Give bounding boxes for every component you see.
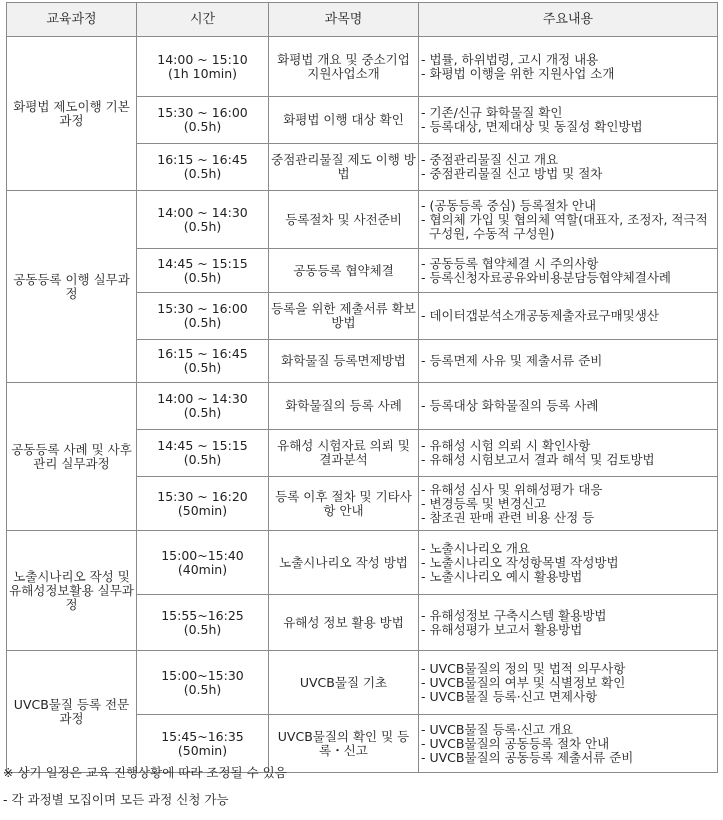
- content: [419, 595, 718, 651]
- time-range: 14:45 ~ 15:15: [157, 438, 248, 453]
- subject: 공동등록 협약체결: [269, 249, 419, 293]
- subject: 중점관리물질 제도 이행 방법: [269, 144, 419, 191]
- time-range: 14:45 ~ 15:15: [157, 255, 248, 271]
- time-range: 15:00~15:40: [161, 547, 244, 563]
- time-range: 14:00 ~ 15:10: [157, 51, 248, 67]
- list-item: - 유해성 심사 및 위해성평가 대응: [421, 483, 715, 497]
- session-time: [137, 651, 269, 715]
- subject: 유해성 시험자료 의뢰 및 결과분석: [269, 430, 419, 477]
- list-item: - UVCB물질 등록·신고 면제사항: [421, 690, 715, 704]
- time-range: 14:00 ~ 14:30: [157, 391, 248, 406]
- session-time: [137, 293, 269, 340]
- time-range: 16:15 ~ 16:45: [157, 152, 248, 167]
- enrollment-note: - 각 과정별 모집이며 모든 과정 신청 가능: [3, 792, 229, 807]
- list-item: - 노출시나리오 개요: [421, 542, 715, 556]
- subject: UVCB물질의 확인 및 등록・신고: [269, 715, 419, 773]
- list-item: - 유해성평가 보고서 활용방법: [421, 623, 715, 637]
- list-item: - 노출시나리오 예시 활용방법: [421, 570, 715, 584]
- duration: (0.5h): [183, 119, 222, 134]
- list-item: - UVCB물질의 정의 및 법적 의무사항: [421, 662, 715, 676]
- duration: (40min): [177, 561, 228, 577]
- list-item: - 유해성 시험 의뢰 시 확인사항: [421, 439, 715, 453]
- content: [419, 715, 718, 773]
- time-range: 15:55~16:25: [161, 607, 244, 623]
- list-item: - UVCB물질의 공동등록 제출서류 준비: [421, 751, 715, 765]
- list-item: - 등록대상, 면제대상 및 동질성 확인방법: [421, 120, 715, 134]
- course-name: UVCB물질 등록 전문과정: [7, 651, 137, 773]
- subject: 화평법 개요 및 중소기업 지원사업소개: [269, 37, 419, 97]
- list-item: - 등록신청자료공유와비용분담등협약체결사례: [421, 271, 715, 285]
- duration: (0.5h): [183, 621, 222, 637]
- duration: (50min): [177, 502, 228, 518]
- session-time: [137, 249, 269, 293]
- duration: (0.5h): [183, 166, 222, 181]
- list-item: - 참조권 판매 관련 비용 산정 등: [421, 511, 715, 525]
- list-item: - 협의체 가입 및 협의체 역할(대표자, 조정자, 적극적 구성원, 수동적 구성원): [421, 213, 715, 241]
- subject: 화평법 이행 대상 확인: [269, 97, 419, 144]
- duration: (0.5h): [183, 452, 222, 467]
- course-name: 공동등록 이행 실무과정: [7, 191, 137, 383]
- table-row: [7, 383, 718, 430]
- table-row: [7, 651, 718, 715]
- list-item: - (공동등록 중심) 등록절차 안내: [421, 199, 715, 213]
- list-item: - 변경등록 및 변경신고: [421, 497, 715, 511]
- list-item: - 유해성 시험보고서 결과 해석 및 검토방법: [421, 453, 715, 467]
- header-row: [7, 3, 718, 37]
- session-time: [137, 383, 269, 430]
- duration: (50min): [177, 742, 228, 758]
- session-time: [137, 430, 269, 477]
- session-time: [137, 595, 269, 651]
- duration: (0.5h): [183, 681, 222, 697]
- session-time: [137, 144, 269, 191]
- content: [419, 249, 718, 293]
- footnotes: [3, 766, 287, 820]
- time-range: 15:00~15:30: [161, 667, 244, 683]
- subject: UVCB물질 기초: [269, 651, 419, 715]
- session-time: [137, 97, 269, 144]
- course-name: 화평법 제도이행 기본과정: [7, 37, 137, 191]
- time-range: 15:45~16:35: [161, 728, 244, 744]
- subject: 유해성 정보 활용 방법: [269, 595, 419, 651]
- list-item: - UVCB물질 등록·신고 개요: [421, 723, 715, 737]
- subject: 노출시나리오 작성 방법: [269, 531, 419, 595]
- duration: (1h 10min): [167, 65, 238, 81]
- subject: 화학물질 등록면제방법: [269, 340, 419, 383]
- time-range: 15:30 ~ 16:20: [157, 488, 248, 504]
- subject: 등록을 위한 제출서류 확보 방법: [269, 293, 419, 340]
- header-subject: 과목명: [269, 3, 419, 37]
- content: [419, 383, 718, 430]
- time-range: 15:30 ~ 16:00: [157, 301, 248, 316]
- list-item: - 유해성정보 구축시스템 활용방법: [421, 609, 715, 623]
- content: [419, 531, 718, 595]
- time-range: 15:30 ~ 16:00: [157, 105, 248, 120]
- duration: (0.5h): [183, 315, 222, 330]
- content: [419, 97, 718, 144]
- session-time: [137, 531, 269, 595]
- session-time: [137, 477, 269, 531]
- duration: (0.5h): [183, 360, 222, 375]
- list-item: - UVCB물질의 공동등록 절차 안내: [421, 737, 715, 751]
- content: [419, 191, 718, 249]
- session-time: [137, 191, 269, 249]
- list-item: - 공동등록 협약체결 시 주의사항: [421, 257, 715, 271]
- table-row: [7, 191, 718, 249]
- content: [419, 37, 718, 97]
- course-name: 노출시나리오 작성 및 유해성정보활용 실무과정: [7, 531, 137, 651]
- session-time: [137, 715, 269, 773]
- header-content: 주요내용: [419, 3, 718, 37]
- time-range: 16:15 ~ 16:45: [157, 346, 248, 361]
- subject: 등록 이후 절차 및 기타사항 안내: [269, 477, 419, 531]
- duration: (0.5h): [183, 269, 222, 285]
- content: [419, 477, 718, 531]
- content: [419, 144, 718, 191]
- list-item: - 기존/신규 화학물질 확인: [421, 106, 715, 120]
- subject: 화학물질의 등록 사례: [269, 383, 419, 430]
- header-time: 시간: [137, 3, 269, 37]
- list-item: - 데이터갭분석소개공동제출자료구매및생산: [421, 309, 715, 323]
- list-item: - 화평법 이행을 위한 지원사업 소개: [421, 67, 715, 81]
- duration: (0.5h): [183, 218, 222, 234]
- list-item: - 법률, 하위법령, 고시 개정 내용: [421, 53, 715, 67]
- list-item: - 노출시나리오 작성항목별 작성방법: [421, 556, 715, 570]
- list-item: - 등록대상 화학물질의 등록 사례: [421, 399, 715, 413]
- list-item: - 중점관리물질 신고 방법 및 절차: [421, 167, 715, 181]
- content: [419, 340, 718, 383]
- list-item: - 등록면제 사유 및 제출서류 준비: [421, 354, 715, 368]
- course-name: 공동등록 사례 및 사후관리 실무과정: [7, 383, 137, 531]
- time-range: 14:00 ~ 14:30: [157, 204, 248, 220]
- list-item: - UVCB물질의 여부 및 식별정보 확인: [421, 676, 715, 690]
- content: [419, 430, 718, 477]
- schedule-note: ※ 상기 일정은 교육 진행상황에 따라 조정될 수 있음: [3, 765, 287, 780]
- session-time: [137, 37, 269, 97]
- duration: (0.5h): [183, 405, 222, 420]
- content: [419, 651, 718, 715]
- content: [419, 293, 718, 340]
- table-row: [7, 37, 718, 97]
- list-item: - 중점관리물질 신고 개요: [421, 153, 715, 167]
- subject: 등록절차 및 사전준비: [269, 191, 419, 249]
- header-course: 교육과정: [7, 3, 137, 37]
- schedule-table: [6, 2, 718, 773]
- session-time: [137, 340, 269, 383]
- table-row: [7, 531, 718, 595]
